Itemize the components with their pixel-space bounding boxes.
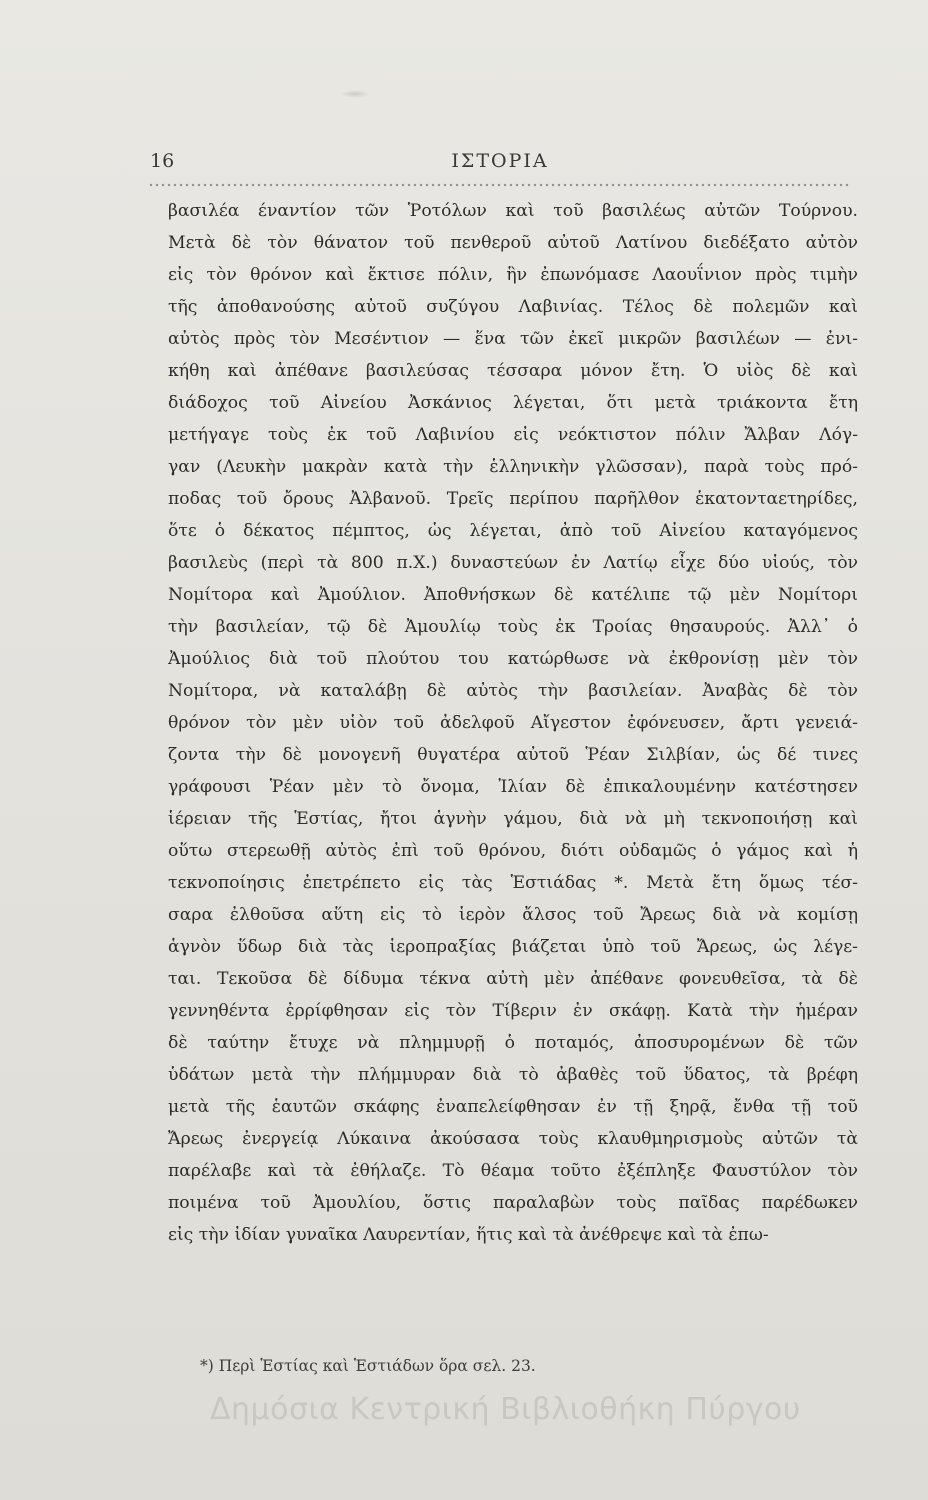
text-line: Νομίτορα, νὰ καταλάβῃ δὲ αὐτὸς τὴν βασιλείαν. Ἀναβὰς δὲ τὸν	[168, 681, 858, 701]
running-title: ΙΣΤΟΡΙΑ	[451, 150, 549, 172]
text-line: ποιμένα τοῦ Ἀμουλίου, ὅστις παραλαβὼν τοὺς παῖδας παρέδωκεν	[168, 1193, 858, 1213]
text-line: βασιλέα έναντίον τῶν Ῥοτόλων καὶ τοῦ βασιλέως αὐτῶν Τούρνου.	[168, 201, 858, 221]
text-line: βασιλεὺς (περὶ τὰ 800 π.Χ.) δυναστεύων ἐν Λατίῳ εἶχε δύο υἱούς, τὸν	[168, 553, 858, 573]
text-line: ἱέρειαν τῆς Ἑστίας, ἤτοι ἁγνὴν γάμου, διὰ νὰ μὴ τεκνοποιήσῃ καὶ	[168, 809, 858, 829]
text-line: εἰς τὴν ἰδίαν γυναῖκα Λαυρεντίαν, ἥτις καὶ τὰ ἀνέθρεψε καὶ τὰ ἐπω-	[168, 1225, 769, 1245]
page-header	[150, 148, 850, 180]
text-line: τὴν βασιλείαν, τῷ δὲ Ἀμουλίῳ τοὺς ἐκ Τροίας θησαυρούς. Ἀλλ᾽ ὁ	[168, 617, 858, 637]
text-line: μετήγαγε τοὺς ἐκ τοῦ Λαβινίου εἰς νεόκτιστον πόλιν Ἄλβαν Λόγ-	[168, 425, 858, 445]
text-line: ἁγνὸν ὕδωρ διὰ τὰς ἱεροπραξίας βιάζεται ὑπὸ τοῦ Ἄρεως, ὡς λέγε-	[168, 937, 858, 957]
text-line: τῆς ἀποθανούσης αὐτοῦ συζύγου Λαβινίας. Τέλος δὲ πολεμῶν καὶ	[168, 297, 858, 317]
text-line: ὅτε ὁ δέκατος πέμπτος, ὡς λέγεται, ἀπὸ τοῦ Αἰνείου καταγόμενος	[168, 521, 858, 541]
text-line: θρόνον τὸν μὲν υἱὸν τοῦ ἀδελφοῦ Αἴγεστον ἐφόνευσεν, ἄρτι γενειά-	[168, 713, 858, 733]
text-line: τεκνοποίησις ἐπετρέπετο εἰς τὰς Ἑστιάδας *. Μετὰ ἔτη ὅμως τέσ-	[168, 873, 858, 893]
text-line: μετὰ τῆς ἑαυτῶν σκάφης ἐναπελείφθησαν ἐν τῇ ξηρᾷ, ἔνθα τῇ τοῦ	[168, 1097, 858, 1117]
text-line: ποδας τοῦ ὄρους Ἀλβανοῦ. Τρεῖς περίπου παρῆλθον ἑκατονταετηρίδες,	[168, 489, 858, 509]
text-line: γαν (Λευκὴν μακρὰν κατὰ τὴν ἑλληνικὴν γλῶσσαν), παρὰ τοὺς πρό-	[168, 457, 858, 477]
page-number: 16	[150, 150, 175, 172]
text-line: ται. Τεκοῦσα δὲ δίδυμα τέκνα αὐτὴ μὲν ἀπέθανε φονευθεῖσα, τὰ δὲ	[168, 969, 858, 989]
text-line: σαρα ἐλθοῦσα αὕτη εἰς τὸ ἱερὸν ἄλσος τοῦ Ἄρεως διὰ νὰ κομίσῃ	[168, 905, 858, 925]
text-line: διάδοχος τοῦ Αἰνείου Ἀσκάνιος λέγεται, ὅτι μετὰ τριάκοντα ἔτη	[168, 393, 858, 413]
text-line: αὐτὸς πρὸς τὸν Μεσέντιον — ἕνα τῶν ἐκεῖ μικρῶν βασιλέων — ἐνι-	[168, 329, 858, 349]
text-line: κήθη καὶ ἀπέθανε βασιλεύσας τέσσαρα μόνον ἔτη. Ὁ υἱὸς δὲ καὶ	[168, 361, 858, 381]
body-text	[168, 195, 858, 1251]
text-line: οὕτω στερεωθῇ αὐτὸς ἐπὶ τοῦ θρόνου, διότι οὐδαμῶς ὁ γάμος καὶ ἡ	[168, 841, 858, 861]
text-line: δὲ ταύτην ἔτυχε νὰ πλημμυρῇ ὁ ποταμός, ἀποσυρομένων δὲ τῶν	[168, 1033, 858, 1053]
text-line: Ἀμούλιος διὰ τοῦ πλούτου του κατώρθωσε νὰ ἐκθρονίσῃ μὲν τὸν	[168, 649, 858, 669]
text-line: εἰς τὸν θρόνον καὶ ἔκτισε πόλιν, ἣν ἐπωνόμασε Λαουΐνιον πρὸς τιμὴν	[168, 265, 858, 285]
text-line: Ἄρεως ἐνεργείᾳ Λύκαινα ἀκούσασα τοὺς κλαυθμηρισμοὺς αὐτῶν τὰ	[168, 1129, 858, 1149]
text-line: Νομίτορα καὶ Ἀμούλιον. Ἀποθνήσκων δὲ κατέλιπε τῷ μὲν Νομίτορι	[168, 585, 858, 605]
text-line: ζοντα τὴν δὲ μονογενῆ θυγατέρα αὐτοῦ Ῥέαν Σιλβίαν, ὡς δέ τινες	[168, 745, 858, 765]
text-line: ὑδάτων μετὰ τὴν πλήμμυραν διὰ τὸ ἀβαθὲς τοῦ ὕδατος, τὰ βρέφη	[168, 1065, 858, 1085]
text-line: γράφουσι Ῥέαν μὲν τὸ ὄνομα, Ἰλίαν δὲ ἐπικαλουμένην κατέστησεν	[168, 777, 858, 797]
library-watermark: Δημόσια Κεντρική Βιβλιοθήκη Πύργου	[210, 1392, 801, 1427]
header-rule	[148, 183, 850, 187]
page-smudge	[340, 90, 370, 98]
text-line: Μετὰ δὲ τὸν θάνατον τοῦ πενθεροῦ αὐτοῦ Λατίνου διεδέξατο αὐτὸν	[168, 233, 858, 253]
text-line: γεννηθέντα ἐρρίφθησαν εἰς τὸν Τίβεριν ἐν σκάφῃ. Κατὰ τὴν ἡμέραν	[168, 1001, 858, 1021]
text-line: παρέλαβε καὶ τὰ ἐθήλαζε. Τὸ θέαμα τοῦτο ἐξέπληξε Φαυστύλον τὸν	[168, 1161, 858, 1181]
footnote: *) Περὶ Ἑστίας καὶ Ἑστιάδων ὅρα σελ. 23.	[200, 1357, 536, 1375]
